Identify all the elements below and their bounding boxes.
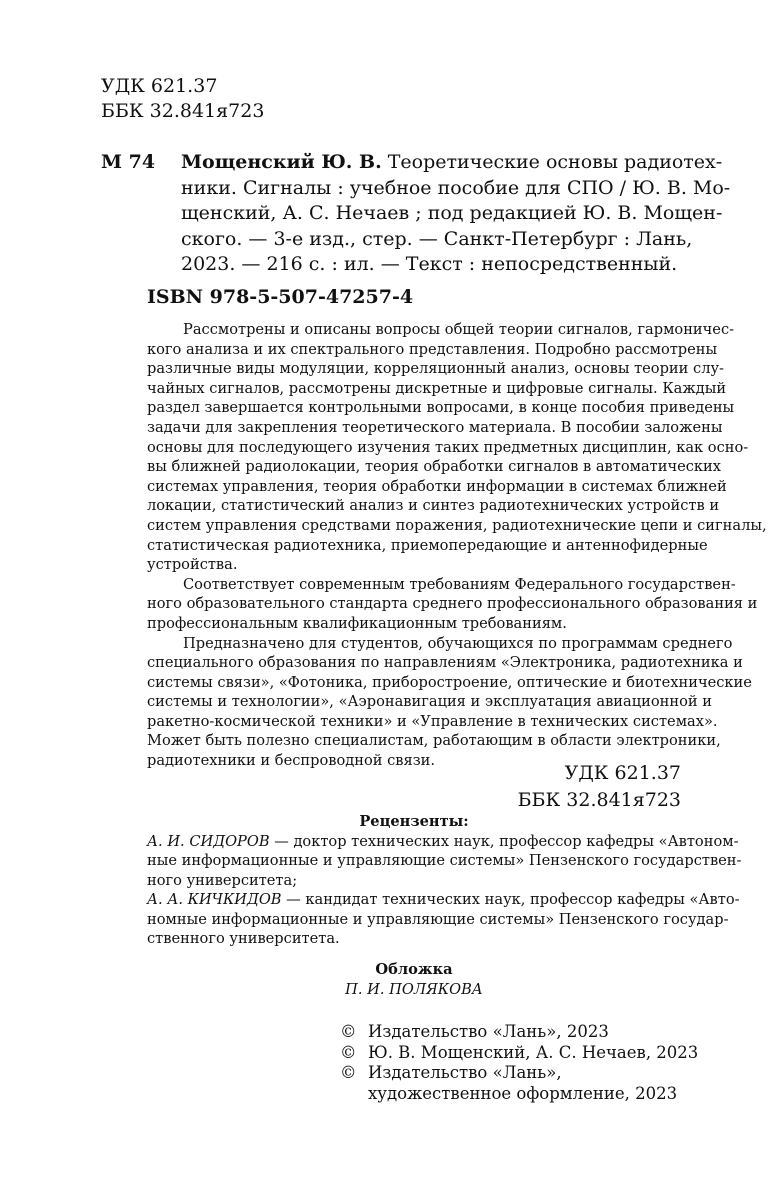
biblio-line: ского. — 3-е изд., стер. — Санкт-Петербург : Лань, xyxy=(181,227,693,250)
reviewer-line: ные информационные и управляющие системы» Пензенского государствен- xyxy=(147,852,742,869)
cover-title: Обложка xyxy=(375,961,453,978)
isbn: ISBN 978-5-507-47257-4 xyxy=(147,286,414,308)
annotation-line: Предназначено для студентов, обучающихся по программам среднего xyxy=(183,634,733,652)
reviewer-line: номные информационные и управляющие системы» Пензенского государ- xyxy=(147,910,729,928)
annotation-line: радиотехники и беспроводной связи. xyxy=(147,752,436,770)
annotation-line: различные виды модуляции, корреляционный анализ, основы теории слу- xyxy=(147,360,724,378)
annotation-line: основы для последующего изучения таких предметных дисциплин, как осно- xyxy=(147,438,749,456)
copyright-line: © Издательство «Лань», xyxy=(340,1063,562,1082)
reviewers xyxy=(147,812,742,949)
reviewer-line: ственного университета. xyxy=(147,930,340,947)
copyright-line: © Издательство «Лань», 2023 xyxy=(340,1022,609,1041)
classification-bottom xyxy=(480,760,681,814)
annotation-line: профессиональным квалификационным требованиям. xyxy=(147,614,567,632)
biblio-line: Мощенский Ю. В. Теоретические основы радиотех- xyxy=(181,151,723,173)
reviewers-heading: Рецензенты: xyxy=(359,813,469,830)
annotation-line: ракетно-космической техники» и «Управление в технических системах». xyxy=(147,712,718,730)
annotation-line: чайных сигналов, рассмотрены дискретные и цифровые сигналы. Каждый xyxy=(147,379,727,397)
bibliographic-entry xyxy=(101,150,731,278)
classification-top xyxy=(101,74,264,124)
reviewer-name: А. А. КИЧКИДОВ xyxy=(147,891,282,908)
bbk-code: ББК 32.841я723 xyxy=(517,789,681,811)
cover-designer: П. И. ПОЛЯКОВА xyxy=(345,981,483,998)
copyright-line: художественное оформление, 2023 xyxy=(368,1083,678,1103)
copyright-icon: © xyxy=(340,1063,357,1082)
copyright-block xyxy=(340,1022,698,1104)
reviewer-name: А. И. СИДОРОВ xyxy=(147,832,270,850)
annotation-line: системы связи», «Фотоника, приборостроение, оптические и биотехнические xyxy=(147,673,752,691)
annotation-line: Рассмотрены и описаны вопросы общей теории сигналов, гармоничес- xyxy=(183,321,735,338)
bibliographic-description xyxy=(181,150,731,278)
biblio-line: 2023. — 216 с. : ил. — Текст : непосредственный. xyxy=(181,253,678,275)
biblio-line: щенский, А. С. Нечаев ; под редакцией Ю. В. Мощен- xyxy=(181,202,723,224)
annotation-line: кого анализа и их спектрального представления. Подробно рассмотрены xyxy=(147,340,718,358)
annotation-line: ного образовательного стандарта среднего профессионального образования и xyxy=(147,595,758,613)
annotation-line: раздел завершается контрольными вопросами, в конце пособия приведены xyxy=(147,399,735,417)
annotation xyxy=(147,320,767,771)
copyright-icon: © xyxy=(340,1042,357,1062)
annotation-line: вы ближней радиолокации, теория обработки сигналов в автоматических xyxy=(147,458,722,476)
biblio-line: ники. Сигналы : учебное пособие для СПО / Ю. В. Мо- xyxy=(181,176,731,199)
annotation-line: системах управления, теория обработки информации в системах ближней xyxy=(147,477,727,495)
annotation-line: устройства. xyxy=(147,556,238,574)
copyright-icon: © xyxy=(340,1022,357,1041)
annotation-line: специального образования по направлениям «Электроника, радиотехника и xyxy=(147,654,743,672)
annotation-line: системы и технологии», «Аэронавигация и эксплуатация авиационной и xyxy=(147,693,712,711)
annotation-line: систем управления средствами поражения, радиотехнические цепи и сигналы, xyxy=(147,516,767,534)
udk-code: УДК 621.37 xyxy=(564,762,681,784)
bbk-code: ББК 32.841я723 xyxy=(101,100,265,122)
udk-code: УДК 621.37 xyxy=(101,75,218,97)
reviewer-line: А. А. КИЧКИДОВ — кандидат технических наук, профессор кафедры «Авто- xyxy=(147,891,740,908)
annotation-line: задачи для закрепления теоретического материала. В пособии заложены xyxy=(147,418,723,436)
copyright-line: © Ю. В. Мощенский, А. С. Нечаев, 2023 xyxy=(340,1042,699,1062)
annotation-line: Может быть полезно специалистам, работающим в области электроники, xyxy=(147,732,721,750)
reviewer-line: ного университета; xyxy=(147,871,298,889)
author-name: Мощенский Ю. В. xyxy=(181,151,382,173)
reviewer-line: А. И. СИДОРОВ — доктор технических наук, профессор кафедры «Автоном- xyxy=(147,832,739,850)
annotation-line: локации, статистический анализ и синтез радиотехнических устройств и xyxy=(147,497,720,515)
author-sign: М 74 xyxy=(101,151,156,173)
cover-credit xyxy=(147,960,681,1000)
annotation-line: статистическая радиотехника, приемопередающие и антеннофидерные xyxy=(147,536,708,554)
annotation-line: Соответствует современным требованиям Федерального государствен- xyxy=(183,575,736,593)
